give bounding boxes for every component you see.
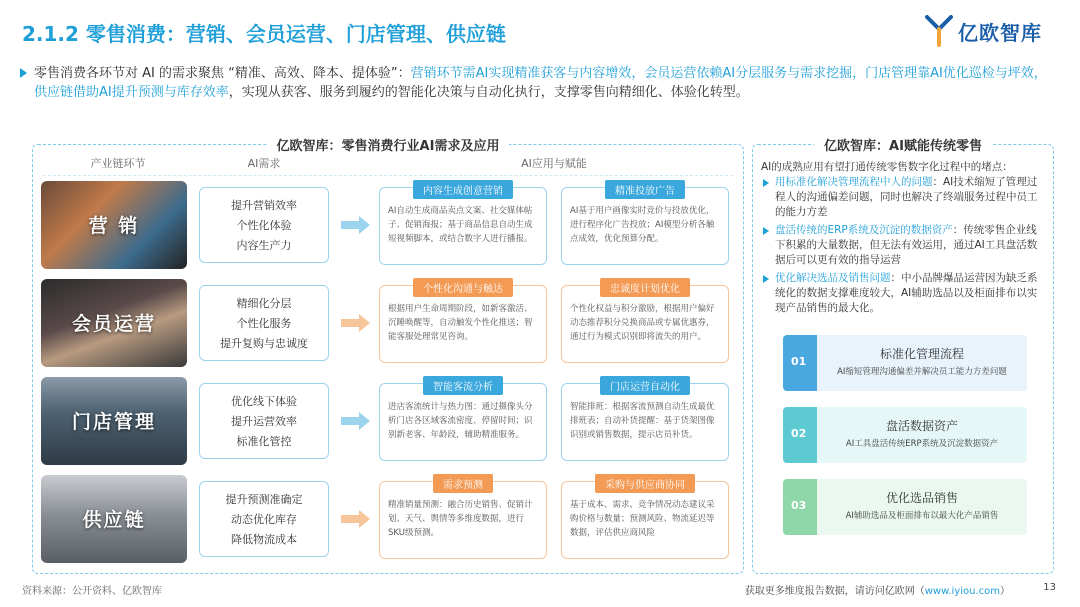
step-title: 标准化管理流程 <box>879 347 964 361</box>
need-item: 提升复购与忠诚度 <box>220 337 308 350</box>
page-number: 13 <box>1043 582 1056 593</box>
step-number: 03 <box>791 499 807 512</box>
app-card <box>561 383 729 461</box>
need-item: 提升营销效率 <box>231 199 297 212</box>
empower-item: 用标准化解决管理流程中人的问题：AI技术缩短了管理过程人的沟通偏差问题，同时也解决了终端服务过程中员工的能力方差 <box>763 175 1043 220</box>
bullet-icon <box>763 227 769 235</box>
app-card <box>561 481 729 559</box>
app-card <box>379 285 547 363</box>
card-body: 个性化权益与积分激励，根据用户偏好动态推荐积分兑换商品或专属优惠券，通过行为模式识别即将流失的用户。 <box>570 304 715 342</box>
brand-logo <box>924 14 1042 48</box>
page-title: 2.1.2 零售消费：营销、会员运营、门店管理、供应链 <box>22 22 506 46</box>
card-body: 智能排班：根据客流预测自动生成最优排班表；自动补货提醒：基于货架图像识别或销售数据，提示店员补货。 <box>570 402 715 440</box>
need-item: 精细化分层 <box>236 297 292 310</box>
empower-item: 优化解决选品及销售问题：中小品牌爆品运营因为缺乏系统化的数据支撑难度较大，AI辅助选品以及柜面排布以实现产品销售的最大化。 <box>763 271 1043 316</box>
panel-title: 亿欧智库：零售消费行业AI需求及应用 <box>33 135 743 154</box>
ai-empower-panel <box>752 139 1054 574</box>
need-item: 个性化服务 <box>236 317 292 330</box>
card-title: 精准投放广告 <box>605 180 685 199</box>
card-title: 智能客流分析 <box>423 376 503 395</box>
card-body: 基于成本、需求、竞争情况动态建议采购价格与数量；预测风险、物流延迟等数据，评估供应商风险 <box>570 500 715 538</box>
step-title: 盘活数据资产 <box>885 419 958 433</box>
header-divider <box>43 175 733 176</box>
need-item: 提升运营效率 <box>231 415 297 428</box>
ai-demand-panel <box>32 139 744 574</box>
arrow-right-icon <box>341 509 371 529</box>
step-card <box>783 407 1027 463</box>
step-number: 02 <box>791 427 807 440</box>
step-card <box>783 335 1027 391</box>
iyiou-link[interactable]: www.iyiou.com <box>924 586 1000 597</box>
need-item: 降低物流成本 <box>231 533 297 546</box>
card-title: 采购与供应商协同 <box>595 474 695 493</box>
card-body: AI自动生成商品卖点文案、社交媒体帖子、促销海报；基于商品信息自动生成短视频脚本，或结合数字人进行播报。 <box>388 206 533 244</box>
card-title: 需求预测 <box>433 474 493 493</box>
intro-highlight: 营销环节需AI实现精准获客与内容增效，会员运营依赖AI分层服务与需求挖掘，门店管理靠AI优化巡检与坪效，供应链借助AI提升预测与库存效率 <box>34 66 1047 100</box>
needs-box <box>199 187 329 263</box>
row-label: 供应链 <box>82 509 146 531</box>
app-card <box>379 481 547 559</box>
need-item: 提升预测准确定 <box>225 493 303 506</box>
intro-part2: ，实现从获客、服务到履约的智能化决策与自动化执行，支撑零售向精细化、体验化转型。 <box>228 85 749 100</box>
step-title: 优化选品销售 <box>885 491 958 505</box>
row-store <box>41 377 737 465</box>
app-card <box>561 285 729 363</box>
card-body: 进店客流统计与热力图：通过摄像头分析门店各区域客流密度、停留时间；识别新老客、年龄段，辅助精准服务。 <box>388 402 533 440</box>
need-item: 标准化管控 <box>236 435 292 448</box>
card-body: 精准销量预测：融合历史销售、促销计划、天气、舆情等多维度数据，进行SKU级预测。 <box>388 500 533 538</box>
bullet-icon <box>763 179 769 187</box>
arrow-right-icon <box>341 215 371 235</box>
card-body: AI基于用户画像实时竞价与投放优化，进行程序化广告投放；AI模型分析各触点成效，优化预算分配。 <box>570 206 715 244</box>
needs-box <box>199 383 329 459</box>
step-desc: AI工具盘活传统ERP系统及沉淀数据资产 <box>845 439 999 449</box>
app-card <box>379 187 547 265</box>
need-item: 个性化体验 <box>236 219 292 232</box>
yiou-logo-icon <box>924 14 954 48</box>
row-membership <box>41 279 737 367</box>
logo-text: 亿欧智库 <box>958 20 1042 45</box>
row-label: 营 销 <box>88 215 140 237</box>
need-item: 内容生产力 <box>236 239 292 252</box>
need-item: 动态优化库存 <box>231 513 297 526</box>
store-image <box>41 377 187 465</box>
supply-chain-image <box>41 475 187 563</box>
needs-box <box>199 481 329 557</box>
bullet-icon <box>20 68 27 78</box>
card-title: 个性化沟通与触达 <box>413 278 513 297</box>
app-card <box>561 187 729 265</box>
step-card <box>783 479 1027 535</box>
row-supply-chain <box>41 475 737 563</box>
bullet-icon <box>763 275 769 283</box>
marketing-image <box>41 181 187 269</box>
empower-item: 盘活传统的ERP系统及沉淀的数据资产：传统零售企业线下积累的大量数据，但无法有效运用，通过AI工具盘活数据后可以更有效的指导运营 <box>763 223 1043 268</box>
header-needs: AI需求 <box>247 157 281 170</box>
arrow-right-icon <box>341 313 371 333</box>
card-title: 内容生成创意营销 <box>413 180 513 199</box>
membership-image <box>41 279 187 367</box>
app-card <box>379 383 547 461</box>
panel-title: 亿欧智库：AI赋能传统零售 <box>753 135 1053 154</box>
header-chain: 产业链环节 <box>90 157 146 170</box>
footer-more: 获取更多维度报告数据，请访问亿欧网（www.iyiou.com） <box>744 586 1010 597</box>
right-intro: AI的成熟应用有望打通传统零售数字化过程中的堵点： <box>761 161 1013 173</box>
row-label: 会员运营 <box>71 313 156 335</box>
row-label: 门店管理 <box>71 411 156 433</box>
step-desc: AI缩短管理沟通偏差并解决员工能力方差问题 <box>837 367 1007 377</box>
card-title: 门店运营自动化 <box>600 376 690 395</box>
card-body: 根据用户生命周期阶段，如新客激活、沉睡唤醒等，自动触发个性化推送；智能客服处理常见咨询。 <box>388 304 533 342</box>
arrow-right-icon <box>341 411 371 431</box>
step-number: 01 <box>791 355 807 368</box>
needs-box <box>199 285 329 361</box>
row-marketing <box>41 181 737 269</box>
source-note: 资料来源：公开资料、亿欧智库 <box>22 586 162 597</box>
card-title: 忠诚度计划优化 <box>600 278 690 297</box>
intro-paragraph <box>34 64 1054 102</box>
intro-part1: 零售消费各环节对 AI 的需求聚焦 “精准、高效、降本、提体验”： <box>34 66 411 81</box>
header-apps: AI应用与赋能 <box>521 157 587 170</box>
step-desc: AI辅助选品及柜面排布以最大化产品销售 <box>845 511 999 521</box>
need-item: 优化线下体验 <box>231 395 297 408</box>
